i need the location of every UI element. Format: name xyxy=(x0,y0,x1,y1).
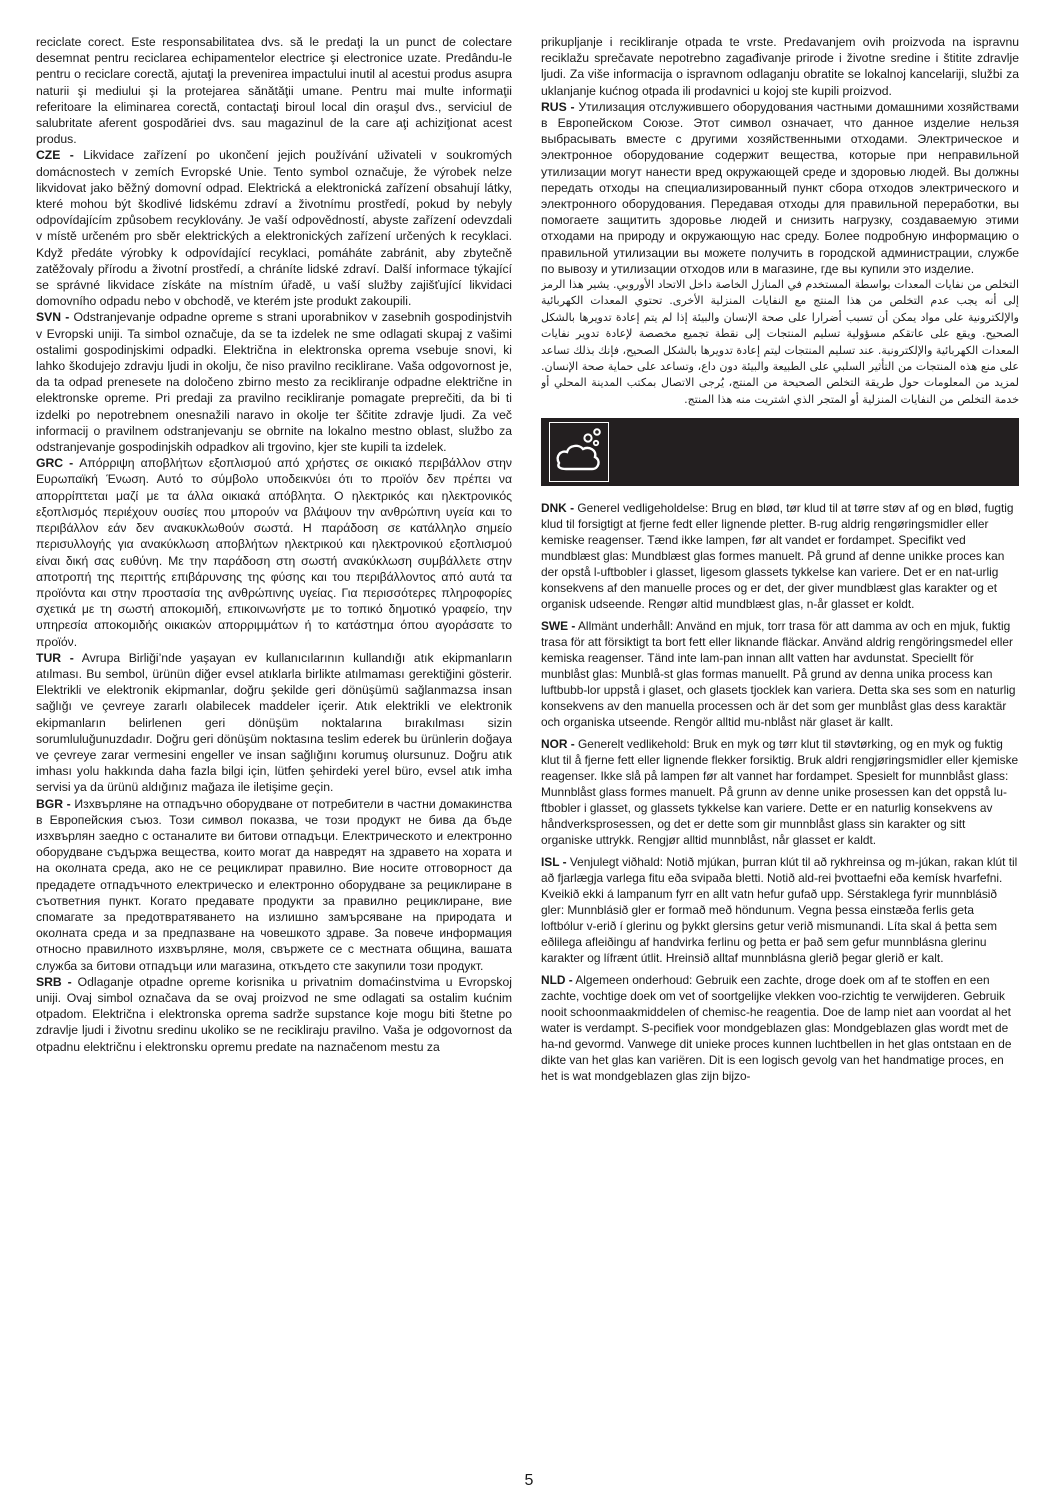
paragraph-tur: TUR - Avrupa Birliği’nde yaşayan ev kullanıcılarının kullandığı atık ekipmanların atılması. Bu sembol, ürünün diğer evsel atıklarla birlikte atılmaması gerektiğini gösterir. Elektrikli ve elektronik ekipmanlar, doğru şekilde geri dönüşümü sağlanmazsa insan sağlığı ve çevreye zararlı olabilecek maddeler içerir. Atık elektrikli ve elektronik ekipmanların belirlenen geri dönüşüm noktalarına bırakılması sizin sorumluluğunuzdadır. Doğru geri dönüşüm noktasına teslim ederek bu ürünlerin doğaya ve çevreye zarar vermesini engeller ve insan sağlığını korumuş olursunuz. Doğru atık imhası yolu hakkında daha fazla bilgi için, lütfen şehirdeki yerel büro, evsel atık imha servisi ya da ürünü aldığınız mağaza ile iletişime geçin. xyxy=(36,650,512,795)
paragraph-nld: NLD - Algemeen onderhoud: Gebruik een zachte, droge doek om af te stoffen en een zachte, vochtige doek om vet of soortgelijke vlekken voo-rzichtig te verwijderen. Gebruik nooit schoonmaakmiddelen of chemisc-he reagentia. Doe de lamp niet aan voordat al het water is verdampt. S-pecifiek voor mondgeblazen glas: Mondgeblazen glas wordt met de ha-nd gevormd. Vanwege dit unieke proces kunnen luchtbellen in het glas ontstaan en de dikte van het glas kan variëren. Dit is een logisch gevolg van het handmatige proces, en het is wat mondgeblazen glas zijn bijzo- xyxy=(541,973,1012,1084)
paragraph-srb-continued: prikupljanje i recikliranje otpada te vrste. Predavanjem ovih proizvoda na ispravnu reciklažu sprečavate nepotrebno zagađivanje prirode i životne sredine i štitite zdravlje ljudi. Za više informacija o ispravnom odlaganju obratite se lokalnoj kancelariji, službi za uklanjanje kućnog otpada ili prodavnici u kojoj ste kupili proizvod. xyxy=(541,35,1019,98)
paragraph-srb: SRB - Odlaganje otpadne opreme korisnika u privatnim domaćinstvima u Evropskoj uniji. Ovaj simbol označava da se ovaj proizvod ne sme odlagati sa ostalim kućnim otpadom. Električna i elektronska oprema sadrže supstance koje mogu biti štetne po zdravlje ljudi i životnu sredinu ukoliko se ne recikliraju pravilno. Vaša je odgovornost da otpadnu električnu i elektronsku opremu predate na naznačenom mestu za xyxy=(36,974,512,1054)
paragraph-grc: GRC - Απόρριψη αποβλήτων εξοπλισμού από χρήστες σε οικιακό περιβάλλον στην Ευρωπαϊκή Ένωση. Αυτό το σύμβολο υποδεικνύει ότι το προϊόν δεν πρέπει να απορρίπτεται μαζί με τα άλλα οικιακά απόβλητα. Ο ηλεκτρικός και ηλεκτρονικός εξοπλισμός περιέχουν ουσίες που μπορούν να βλάψουν την ανθρώπινη υγεία και το περιβάλλον εάν δεν ανακυκλωθούν σωστά. Η παράδοση σε κατάλληλο σημείο περισυλλογής για ανακύκλωση αποβλήτων ηλεκτρικού και ηλεκτρονικού εξοπλισμού είναι δική σας ευθύνη. Με την παράδοση στη σωστή ανακύκλωση συμβάλλετε στην αποτροπή της περιττής επιβάρυνσης της φύσης και του περιβάλλοντος από αυτά τα προϊόντα και στην προστασία της ανθρώπινης υγείας. Για περισσότερες πληροφορίες σχετικά με τη σωστή αποκομιδή, επικοινωνήστε με το τοπικό δημοτικό γραφείο, την υπηρεσία αποκομιδής οικιακών απορριμμάτων ή το κατάστημα όπου αγοράσατε το προϊόν. xyxy=(36,456,512,649)
right-column xyxy=(541,34,1019,1459)
washing-care-icon xyxy=(549,422,609,482)
paragraph-rus: RUS - Утилизация отслужившего оборудования частными домашними хозяйствами в Европейском Союзе. Этот символ означает, что данное изделие нельзя выбрасывать вместе с другими хозяйственными отходами. Электрическое и электронное оборудование содержит вещества, которые при неправильной утилизации могут нанести вред окружающей среде и здоровью людей. Вы должны передать отходы на специализированный пункт сбора отходов электрического и электронного оборудования. Передавая отходы для правильной переработки, вы помогаете защитить здоровье людей и снизить нагрузку, создаваемую этими отходами на природу и окружающую нас среду. Более подробную информацию о правильной утилизации вы можете получить в городской администрации, службе по вывозу и утилизации отходов или в магазине, где вы купили это изделие. xyxy=(541,99,1019,276)
paragraph-ron-continued: reciclate corect. Este responsabilitatea dvs. să le predaţi la un punct de colectare desemnat pentru reciclarea echipamentelor electrice şi electronice uzate. Predându-le pentru o reciclare corectă, ajutaţi la prevenirea impactului inutil al acestui produs asupra naturii şi mediului şi la protejarea sănătăţii umane. Pentru mai multe informaţii referitoare la eliminarea corectă, contactaţi biroul local din oraşul dvs., serviciul de salubritate aferent gospodăriei dvs. sau magazinul de la care aţi achiziţionat acest produs. xyxy=(36,35,512,147)
paragraph-bgr: BGR - Изхвърляне на отпадъчно оборудване от потребители в частни домакинства в Европейския съюз. Този символ показва, че този продукт не бива да бъде изхвърлян заедно с останалите ви битови отпадъци. Електрическото и електронно оборудване съдържа вещества, които могат да навредят на здравето на хората и на околната среда, ако не се рециклират правилно. Вие носите отговорност да предадете отпадъчното електрическо и електронно оборудване за рециклиране в съответния пункт. Когато предавате продукти за правилно рециклиране, вие спомагате за предотвратяването на излишно замърсяване на природата и околната среда и за предпазване на човешкото здраве. За повече информация относно правилното изхвърляне, моля, свържете се с местната община, вашата служба за битови отпадъци или магазина, откъдето сте закупили този продукт. xyxy=(36,796,512,973)
page-number: 5 xyxy=(524,1472,534,1489)
paragraph-cze: CZE - Likvidace zařízení po ukončení jejich používání uživateli v soukromých domácnostech v zemích Evropské Unie. Tento symbol označuje, že výrobek nelze likvidovat jako běžný domovní odpad. Elektrická a elektronická zařízení obsahují látky, které mohou být škodlivé lidskému zdraví a životnímu prostředí, pokud by nebyly odpovídajícím způsobem recyklovány. Je vaší odpovědností, abyste zařízení odevzdali v místě určeném pro sběr elektrických a elektronických zařízení určených k recyklaci. Když předáte výrobky k odpovídající recyklaci, pomáháte zabránit, aby zbytečně zatěžovaly přírodu a životní prostředí, a chráníte lidské zdraví. Další informace týkající se správné likvidace získáte na místním úřadě, u vaší služby zajišťující likvidaci domovního odpadu nebo v obchodě, ve kterém jste produkt zakoupili. xyxy=(36,148,512,309)
paragraph-svn: SVN - Odstranjevanje odpadne opreme s strani uporabnikov v zasebnih gospodinjstvih v Evropski uniji. Ta simbol označuje, da se ta izdelek ne sme odlagati skupaj z vašimi ostalimi gospodinjskimi odpadki. Električna in elektronska oprema vsebuje snovi, ki lahko škodujejo zdravju ljudi in okolju, če niso pravilno reciklirane. Vaša odgovornost je, da ta odpad prenesete na določeno zbirno mesto za recikliranje odpadne električne in elektronske opreme. Pri predaji za pravilno recikliranje pomagate preprečiti, da bi ti izdelki po nepotrebnem onesnažili naravo in okolje ter ščitite zdravje ljudi. Za več informacij o pravilnem odstranjevanju se obrnite na lokalno mestno oblast, službo za odstranjevanje gospodinjskih odpadkov ali trgovino, kjer ste kupili ta izdelek. xyxy=(36,310,512,455)
care-section-header-band xyxy=(541,418,1019,486)
paragraph-isl: ISL - Venjulegt viðhald: Notið mjúkan, þurran klút til að rykhreinsa og m-júkan, rakan klút til að fjarlægja varlega fitu eða svipaða bletti. Notið ald-rei þvottaefni eða kemísk hvarfefni. Kveikið ekki á lampanum fyrr en allt vatn hefur gufað upp. Sérstaklega fyrir munnblásið gler: Munnblásið gler er formað með höndunum. Vegna þessa einstæða ferlis geta loftbólur v-erið í glerinu og þykkt glersins getur verið mismunandi. Líta skal á þetta sem eðlilega afleiðingu af handvirka ferlinu og þetta er það sem gefur munnblásna glerinu karakter og lífrænt útlit. Hreinsið alltaf munnblásna glerið þegar glerið er kalt. xyxy=(541,855,1018,966)
left-column xyxy=(36,34,512,1459)
paragraph-arabic: التخلص من نفايات المعدات بواسطة المستخدم في المنازل الخاصة داخل الاتحاد الأوروبي. يشير هذا الرمز إلى أنه يجب عدم التخلص من هذا المنتج مع النفايات المنزلية الأخرى. تحتوي المعدات الكهربائية والإلكترونية على مواد يمكن أن تسبب أضرارا على صحة الإنسان والبيئة إذا لم يتم إعادة تدويرها بالشكل الصحيح. ويقع على عاتقكم مسؤولية تسليم المنتجات إلى نقطة تجميع مخصصة لإعادة تدوير نفايات المعدات الكهربائية والإلكترونية. عند تسليم المنتجات ليتم إعادة تدويرها بالشكل الصحيح، فإنك بذلك تساعد على منع هذه المنتجات من التأثير السلبي على الطبيعة والبيئة دون داع، وتساعد على حماية صحة الإنسان. لمزيد من المعلومات حول طريقة التخلص الصحيحة من المنتج، يُرجى الاتصال بمكتب المدينة المحلي أو خدمة التخلص من النفايات المنزلية أو المتجر الذي اشتريت منه هذا المنتج. xyxy=(541,278,1019,406)
paragraph-dnk: DNK - Generel vedligeholdelse: Brug en blød, tør klud til at tørre støv af og en blød, fugtig klud til forsigtigt at fjerne fedt eller lignende pletter. B-rug aldrig rengøringsmidler eller kemiske reagenser. Tænd ikke lampen, før alt vandet er fordampet. Specifikt ved mundblæst glas: Mundblæst glas formes manuelt. På grund af denne unikke proces kan der opstå l-uftbobler i glasset, ligesom glassets tykkelse kan variere. Det er en nat-urlig konsekvens af den manuelle proces og er det, der giver mundblæst glas karakter og et organisk udseende. Rengør altid mundblæst glas, n-år glasset er koldt. xyxy=(541,501,1014,612)
paragraph-nor: NOR - Generelt vedlikehold: Bruk en myk og tørr klut til støvtørking, og en myk og fuktig klut til å fjerne fett eller lignende flekker forsiktig. Bruk aldri rengjøringsmidler eller kjemiske reagenser. Ikke slå på lampen før alt vannet har fordampet. Spesielt for munnblåst glass: Munnblåst glass formes manuelt. På grunn av denne unike prosessen kan det oppstå lu-ftbobler i glasset, og glassets tykkelse kan variere. Dette er en naturlig konsekvens av håndverksprosessen, og det er dette som gir munnblåst glass sin karakter og sitt organiske uttrykk. Rengjør alltid munnblåst, når glasset er kaldt. xyxy=(541,737,1019,848)
paragraph-swe: SWE - Allmänt underhåll: Använd en mjuk, torr trasa för att damma av och en mjuk, fuktig trasa för att försiktigt ta bort fett eller liknande fläckar. Använd aldrig rengöringsmedel eller kemiska reagenser. Tänd inte lam-pan innan allt vatten har avdunstat. Speciellt för munblåst glas: Munblå-st glas formas manuellt. På grund av denna unika process kan luftbubb-lor uppstå i glaset, och glasets tjocklek kan variera. Detta ska ses som en naturlig konsekvens av den manuella processen och är det som ger munblåst glas dess karaktär och organiska utseende. Rengör alltid mu-nblåst när glaset är kallt. xyxy=(541,619,1016,730)
